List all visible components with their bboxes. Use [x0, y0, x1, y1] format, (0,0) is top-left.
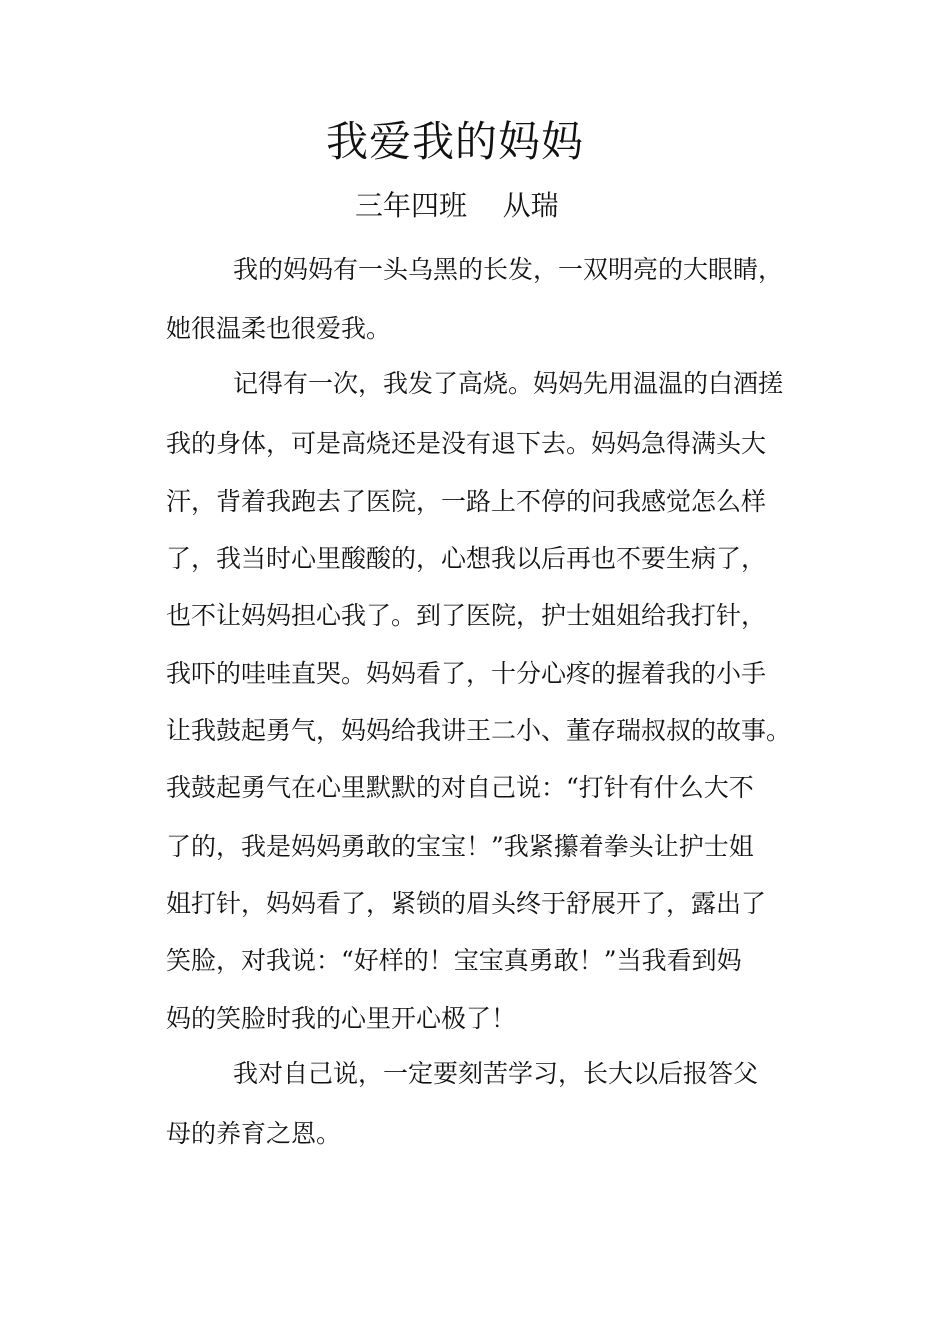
essay-title: 我爱我的妈妈	[325, 117, 584, 166]
paragraph-1-line-2: 她很温柔也很爱我。	[166, 314, 392, 343]
paragraph-2-line-4: 了，我当时心里酸酸的，心想我以后再也不要生病了，	[166, 544, 767, 573]
paragraph-2-line-12: 妈的笑脸时我的心里开心极了！	[166, 1004, 517, 1033]
paragraph-2-line-6: 我吓的哇哇直哭。妈妈看了，十分心疼的握着我的小手	[166, 659, 767, 688]
paragraph-2-line-3: 汗，背着我跑去了医院，一路上不停的问我感觉怎么样	[166, 487, 767, 516]
paragraph-2-line-8: 我鼓起勇气在心里默默的对自己说：“打针有什么大不	[166, 773, 754, 802]
paragraph-2-line-9: 了的，我是妈妈勇敢的宝宝！”我紧攥着拳头让护士姐	[166, 832, 754, 861]
paragraph-2-line-10: 姐打针，妈妈看了，紧锁的眉头终于舒展开了，露出了	[166, 889, 767, 918]
paragraph-2-line-11: 笑脸，对我说：“好样的！宝宝真勇敢！”当我看到妈	[166, 946, 742, 975]
paragraph-2-line-5: 也不让妈妈担心我了。到了医院，护士姐姐给我打针，	[166, 601, 767, 630]
paragraph-2-line-2: 我的身体，可是高烧还是没有退下去。妈妈急得满头大	[166, 429, 767, 458]
paragraph-2-line-1: 记得有一次，我发了高烧。妈妈先用温温的白酒搓	[233, 369, 784, 398]
paragraph-3-line-1: 我对自己说，一定要刻苦学习，长大以后报答父	[233, 1059, 759, 1088]
paragraph-1-line-1: 我的妈妈有一头乌黑的长发，一双明亮的大眼睛，	[233, 255, 784, 284]
paragraph-3-line-2: 母的养育之恩。	[166, 1119, 342, 1148]
paragraph-2-line-7: 让我鼓起勇气，妈妈给我讲王二小、董存瑞叔叔的故事。	[166, 716, 792, 745]
author-byline: 三年四班 从瑞	[355, 189, 559, 222]
